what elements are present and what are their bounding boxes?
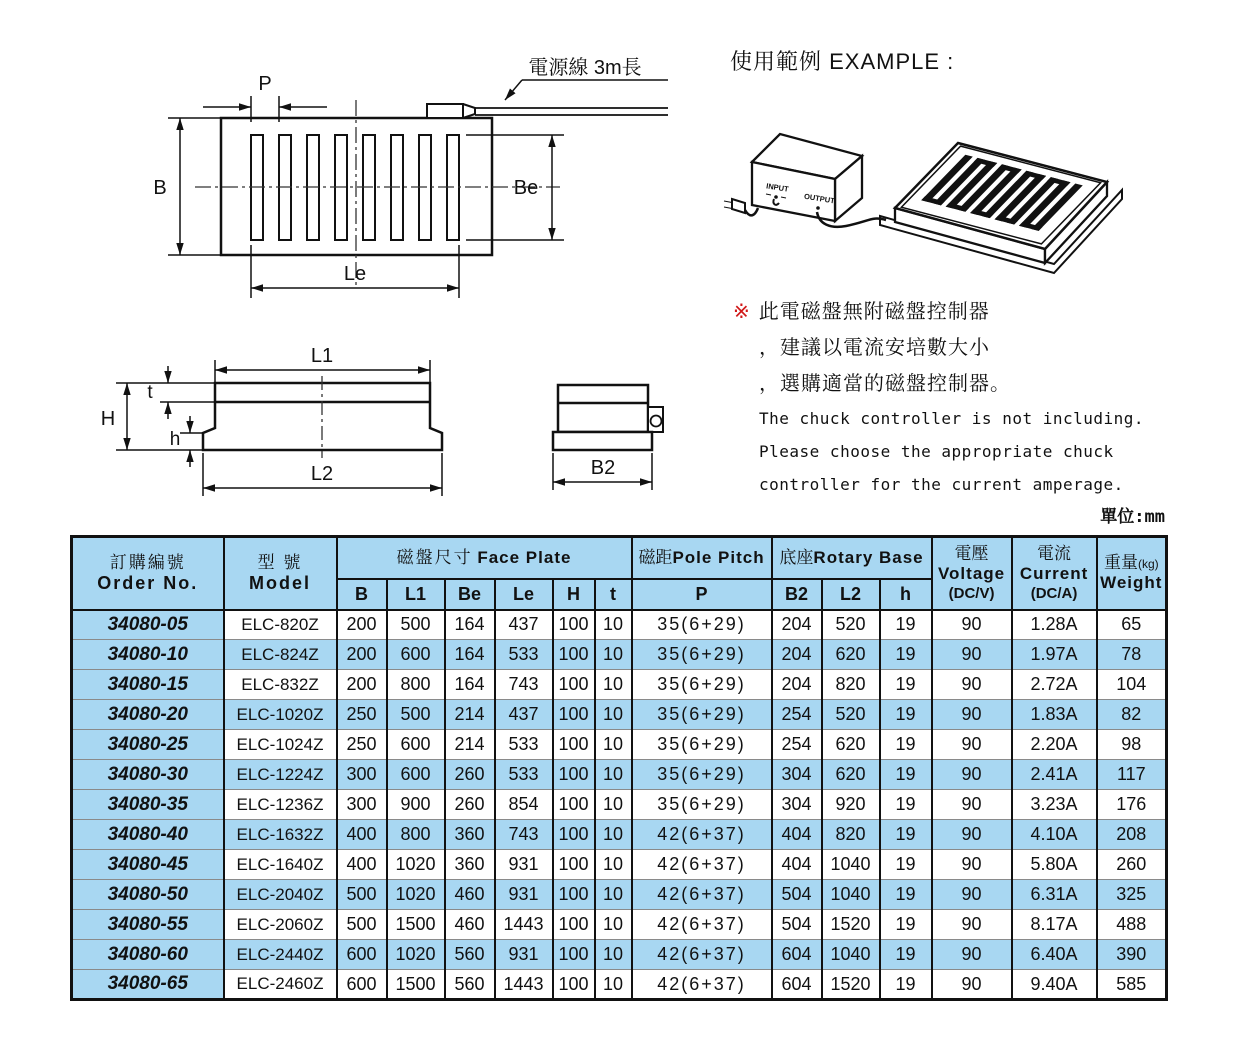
header-voltage: 電壓 Voltage (DC/V): [932, 537, 1012, 610]
value-cell: 19: [880, 820, 932, 850]
value-cell: 19: [880, 610, 932, 640]
value-cell: 504: [772, 880, 822, 910]
model-cell: ELC-1020Z: [224, 700, 337, 730]
value-cell: 1040: [822, 880, 880, 910]
subheader-t: t: [595, 579, 632, 610]
order-no-cell: 34080-55: [72, 910, 224, 940]
subheader-Be: Be: [445, 579, 495, 610]
value-cell: 10: [595, 910, 632, 940]
value-cell: 9.40A: [1012, 970, 1097, 1000]
value-cell: 35(6+29): [632, 730, 772, 760]
value-cell: 800: [387, 820, 445, 850]
value-cell: 90: [932, 610, 1012, 640]
value-cell: 164: [445, 640, 495, 670]
value-cell: 176: [1097, 790, 1167, 820]
value-cell: 100: [553, 610, 595, 640]
value-cell: 2.20A: [1012, 730, 1097, 760]
model-cell: ELC-820Z: [224, 610, 337, 640]
value-cell: 104: [1097, 670, 1167, 700]
value-cell: 404: [772, 820, 822, 850]
value-cell: 65: [1097, 610, 1167, 640]
value-cell: 78: [1097, 640, 1167, 670]
value-cell: 100: [553, 790, 595, 820]
order-no-cell: 34080-25: [72, 730, 224, 760]
value-cell: 600: [387, 730, 445, 760]
note-zh-2: ，建議以電流安培數大小: [759, 337, 990, 359]
value-cell: 1500: [387, 910, 445, 940]
value-cell: 204: [772, 670, 822, 700]
value-cell: 500: [387, 610, 445, 640]
value-cell: 300: [337, 760, 387, 790]
value-cell: 304: [772, 760, 822, 790]
value-cell: 35(6+29): [632, 790, 772, 820]
value-cell: 90: [932, 940, 1012, 970]
value-cell: 560: [445, 940, 495, 970]
cable-length-label: 電源線 3m長: [528, 57, 642, 79]
value-cell: 1443: [495, 970, 553, 1000]
value-cell: 100: [553, 970, 595, 1000]
value-cell: 19: [880, 790, 932, 820]
table-row: [72, 850, 1167, 880]
value-cell: 620: [822, 760, 880, 790]
model-cell: ELC-2440Z: [224, 940, 337, 970]
value-cell: 600: [337, 940, 387, 970]
header-current: 電流 Current (DC/A): [1012, 537, 1097, 610]
value-cell: 1020: [387, 880, 445, 910]
value-cell: 520: [822, 700, 880, 730]
value-cell: 390: [1097, 940, 1167, 970]
dim-B2-label: B2: [590, 457, 616, 479]
value-cell: 90: [932, 910, 1012, 940]
value-cell: 19: [880, 940, 932, 970]
value-cell: 254: [772, 700, 822, 730]
dim-L1-label: L1: [310, 345, 334, 367]
table-row: [72, 640, 1167, 670]
value-cell: 35(6+29): [632, 760, 772, 790]
value-cell: 10: [595, 640, 632, 670]
value-cell: 90: [932, 850, 1012, 880]
value-cell: 600: [387, 640, 445, 670]
value-cell: 931: [495, 850, 553, 880]
model-cell: ELC-2040Z: [224, 880, 337, 910]
subheader-P: P: [632, 579, 772, 610]
end-view: [553, 385, 663, 450]
value-cell: 19: [880, 640, 932, 670]
model-cell: ELC-832Z: [224, 670, 337, 700]
table-row: [72, 940, 1167, 970]
value-cell: 604: [772, 970, 822, 1000]
value-cell: 1.83A: [1012, 700, 1097, 730]
example-illustration: [720, 100, 1220, 300]
value-cell: 10: [595, 700, 632, 730]
table-body: [72, 610, 1167, 1000]
value-cell: 1.97A: [1012, 640, 1097, 670]
table-row: [72, 610, 1167, 640]
value-cell: 35(6+29): [632, 640, 772, 670]
controller-box: [752, 134, 862, 221]
value-cell: 500: [337, 910, 387, 940]
note-en-3: controller for the current amperage.: [759, 475, 1124, 494]
value-cell: 820: [822, 670, 880, 700]
table-row: [72, 910, 1167, 940]
value-cell: 100: [553, 850, 595, 880]
value-cell: 19: [880, 700, 932, 730]
value-cell: 19: [880, 730, 932, 760]
value-cell: 10: [595, 940, 632, 970]
dim-t-label: t: [147, 382, 153, 403]
value-cell: 204: [772, 640, 822, 670]
value-cell: 1040: [822, 850, 880, 880]
order-no-cell: 34080-05: [72, 610, 224, 640]
order-no-cell: 34080-30: [72, 760, 224, 790]
value-cell: 260: [445, 760, 495, 790]
unit-label: 單位:mm: [1100, 507, 1165, 527]
value-cell: 82: [1097, 700, 1167, 730]
value-cell: 250: [337, 700, 387, 730]
value-cell: 743: [495, 670, 553, 700]
value-cell: 90: [932, 700, 1012, 730]
table-row: [72, 970, 1167, 1000]
dimension-h: [180, 416, 203, 467]
value-cell: 42(6+37): [632, 970, 772, 1000]
plan-view-diagram: [90, 30, 710, 330]
value-cell: 2.41A: [1012, 760, 1097, 790]
value-cell: 604: [772, 940, 822, 970]
value-cell: 42(6+37): [632, 940, 772, 970]
subheader-B2: B2: [772, 579, 822, 610]
model-cell: ELC-1224Z: [224, 760, 337, 790]
note-marker: ※: [733, 301, 751, 323]
value-cell: 560: [445, 970, 495, 1000]
value-cell: 90: [932, 880, 1012, 910]
value-cell: 90: [932, 760, 1012, 790]
note-block: [733, 294, 1173, 501]
value-cell: 200: [337, 610, 387, 640]
value-cell: 100: [553, 820, 595, 850]
value-cell: 533: [495, 730, 553, 760]
value-cell: 214: [445, 730, 495, 760]
value-cell: 620: [822, 640, 880, 670]
value-cell: 164: [445, 670, 495, 700]
value-cell: 214: [445, 700, 495, 730]
value-cell: 19: [880, 760, 932, 790]
value-cell: 42(6+37): [632, 880, 772, 910]
value-cell: 931: [495, 940, 553, 970]
value-cell: 98: [1097, 730, 1167, 760]
table-row: [72, 700, 1167, 730]
power-cable: [427, 104, 668, 118]
value-cell: 1500: [387, 970, 445, 1000]
value-cell: 100: [553, 880, 595, 910]
value-cell: 200: [337, 670, 387, 700]
value-cell: 100: [553, 760, 595, 790]
dim-Le-label: Le: [343, 263, 367, 285]
value-cell: 117: [1097, 760, 1167, 790]
value-cell: 204: [772, 610, 822, 640]
value-cell: 10: [595, 760, 632, 790]
value-cell: 100: [553, 730, 595, 760]
dimension-t: [160, 366, 215, 419]
spec-table: [70, 535, 1168, 1001]
value-cell: 404: [772, 850, 822, 880]
value-cell: 400: [337, 820, 387, 850]
order-no-cell: 34080-10: [72, 640, 224, 670]
order-no-cell: 34080-40: [72, 820, 224, 850]
value-cell: 90: [932, 730, 1012, 760]
value-cell: 5.80A: [1012, 850, 1097, 880]
example-title: 使用範例 EXAMPLE :: [730, 49, 955, 74]
dimension-H: [116, 383, 215, 450]
value-cell: 10: [595, 670, 632, 700]
value-cell: 585: [1097, 970, 1167, 1000]
subheader-B: B: [337, 579, 387, 610]
value-cell: 19: [880, 910, 932, 940]
subheader-h: h: [880, 579, 932, 610]
value-cell: 6.40A: [1012, 940, 1097, 970]
value-cell: 300: [337, 790, 387, 820]
value-cell: 100: [553, 700, 595, 730]
value-cell: 100: [553, 670, 595, 700]
value-cell: 90: [932, 820, 1012, 850]
value-cell: 10: [595, 880, 632, 910]
value-cell: 200: [337, 640, 387, 670]
output-label: OUTPUT: [803, 191, 836, 206]
value-cell: 42(6+37): [632, 910, 772, 940]
value-cell: 437: [495, 610, 553, 640]
note-zh-1: 此電磁盤無附磁盤控制器: [758, 301, 990, 323]
value-cell: 100: [553, 640, 595, 670]
order-no-cell: 34080-15: [72, 670, 224, 700]
cable-gland-icon: [651, 416, 662, 427]
cable-leader-line: [505, 80, 668, 100]
value-cell: 533: [495, 760, 553, 790]
input-label: INPUT: [765, 181, 790, 194]
value-cell: 100: [553, 940, 595, 970]
value-cell: 254: [772, 730, 822, 760]
value-cell: 743: [495, 820, 553, 850]
value-cell: 35(6+29): [632, 670, 772, 700]
value-cell: 35(6+29): [632, 610, 772, 640]
value-cell: 920: [822, 790, 880, 820]
value-cell: 500: [387, 700, 445, 730]
value-cell: 460: [445, 910, 495, 940]
value-cell: 437: [495, 700, 553, 730]
value-cell: 360: [445, 850, 495, 880]
value-cell: 10: [595, 970, 632, 1000]
value-cell: 820: [822, 820, 880, 850]
order-no-cell: 34080-65: [72, 970, 224, 1000]
dim-Be-label: Be: [513, 177, 539, 199]
value-cell: 100: [553, 910, 595, 940]
dim-H-label: H: [100, 408, 116, 430]
dim-L2-label: L2: [310, 463, 334, 485]
value-cell: 208: [1097, 820, 1167, 850]
dimension-B: [168, 118, 221, 255]
header-model: 型 號 Model: [224, 537, 337, 610]
value-cell: 304: [772, 790, 822, 820]
table-row: [72, 670, 1167, 700]
value-cell: 42(6+37): [632, 820, 772, 850]
value-cell: 164: [445, 610, 495, 640]
model-cell: ELC-824Z: [224, 640, 337, 670]
value-cell: 325: [1097, 880, 1167, 910]
value-cell: 90: [932, 790, 1012, 820]
value-cell: 90: [932, 670, 1012, 700]
subheader-L2: L2: [822, 579, 880, 610]
subheader-H: H: [553, 579, 595, 610]
order-no-cell: 34080-45: [72, 850, 224, 880]
value-cell: 600: [337, 970, 387, 1000]
value-cell: 854: [495, 790, 553, 820]
value-cell: 2.72A: [1012, 670, 1097, 700]
model-cell: ELC-1236Z: [224, 790, 337, 820]
value-cell: 1020: [387, 850, 445, 880]
value-cell: 42(6+37): [632, 850, 772, 880]
value-cell: 19: [880, 970, 932, 1000]
order-no-cell: 34080-20: [72, 700, 224, 730]
header-face-plate: 磁盤尺寸 Face Plate: [337, 537, 632, 579]
value-cell: 500: [337, 880, 387, 910]
value-cell: 800: [387, 670, 445, 700]
value-cell: 360: [445, 820, 495, 850]
value-cell: 533: [495, 640, 553, 670]
value-cell: 35(6+29): [632, 700, 772, 730]
value-cell: 1520: [822, 970, 880, 1000]
value-cell: 1520: [822, 910, 880, 940]
dim-B-label: B: [153, 177, 167, 199]
value-cell: 1.28A: [1012, 610, 1097, 640]
value-cell: 931: [495, 880, 553, 910]
model-cell: ELC-1640Z: [224, 850, 337, 880]
value-cell: 488: [1097, 910, 1167, 940]
value-cell: 8.17A: [1012, 910, 1097, 940]
value-cell: 10: [595, 610, 632, 640]
table-row: [72, 790, 1167, 820]
value-cell: 19: [880, 880, 932, 910]
table-row: [72, 760, 1167, 790]
value-cell: 620: [822, 730, 880, 760]
header-rotary-base: 底座Rotary Base: [772, 537, 932, 579]
value-cell: 600: [387, 760, 445, 790]
value-cell: 250: [337, 730, 387, 760]
model-cell: ELC-2460Z: [224, 970, 337, 1000]
dim-h-label: h: [169, 429, 181, 450]
value-cell: 10: [595, 730, 632, 760]
table-row: [72, 880, 1167, 910]
value-cell: 10: [595, 820, 632, 850]
side-view-diagram: [90, 340, 710, 510]
table-row: [72, 820, 1167, 850]
value-cell: 504: [772, 910, 822, 940]
order-no-cell: 34080-50: [72, 880, 224, 910]
value-cell: 1040: [822, 940, 880, 970]
output-terminal-icon: [816, 206, 820, 210]
value-cell: 4.10A: [1012, 820, 1097, 850]
order-no-cell: 34080-35: [72, 790, 224, 820]
value-cell: 90: [932, 640, 1012, 670]
dim-P-label: P: [258, 73, 272, 95]
value-cell: 6.31A: [1012, 880, 1097, 910]
note-en-2: Please choose the appropriate chuck: [759, 442, 1114, 461]
table-row: [72, 730, 1167, 760]
value-cell: 460: [445, 880, 495, 910]
header-order-no: 訂購編號 Order No.: [72, 537, 224, 610]
model-cell: ELC-2060Z: [224, 910, 337, 940]
value-cell: 3.23A: [1012, 790, 1097, 820]
value-cell: 90: [932, 970, 1012, 1000]
model-cell: ELC-1024Z: [224, 730, 337, 760]
value-cell: 400: [337, 850, 387, 880]
header-weight: 重量(kg) Weight: [1097, 537, 1167, 610]
value-cell: 900: [387, 790, 445, 820]
note-en-1: The chuck controller is not including.: [759, 409, 1145, 428]
header-pole-pitch: 磁距Pole Pitch: [632, 537, 772, 579]
model-cell: ELC-1632Z: [224, 820, 337, 850]
value-cell: 260: [1097, 850, 1167, 880]
value-cell: 520: [822, 610, 880, 640]
value-cell: 260: [445, 790, 495, 820]
note-zh-3: ，選購適當的磁盤控制器。: [759, 373, 1011, 395]
value-cell: 1020: [387, 940, 445, 970]
value-cell: 10: [595, 850, 632, 880]
order-no-cell: 34080-60: [72, 940, 224, 970]
subheader-L1: L1: [387, 579, 445, 610]
value-cell: 19: [880, 670, 932, 700]
value-cell: 10: [595, 790, 632, 820]
value-cell: 1443: [495, 910, 553, 940]
subheader-Le: Le: [495, 579, 553, 610]
input-terminal-icon: [774, 195, 778, 199]
value-cell: 19: [880, 850, 932, 880]
